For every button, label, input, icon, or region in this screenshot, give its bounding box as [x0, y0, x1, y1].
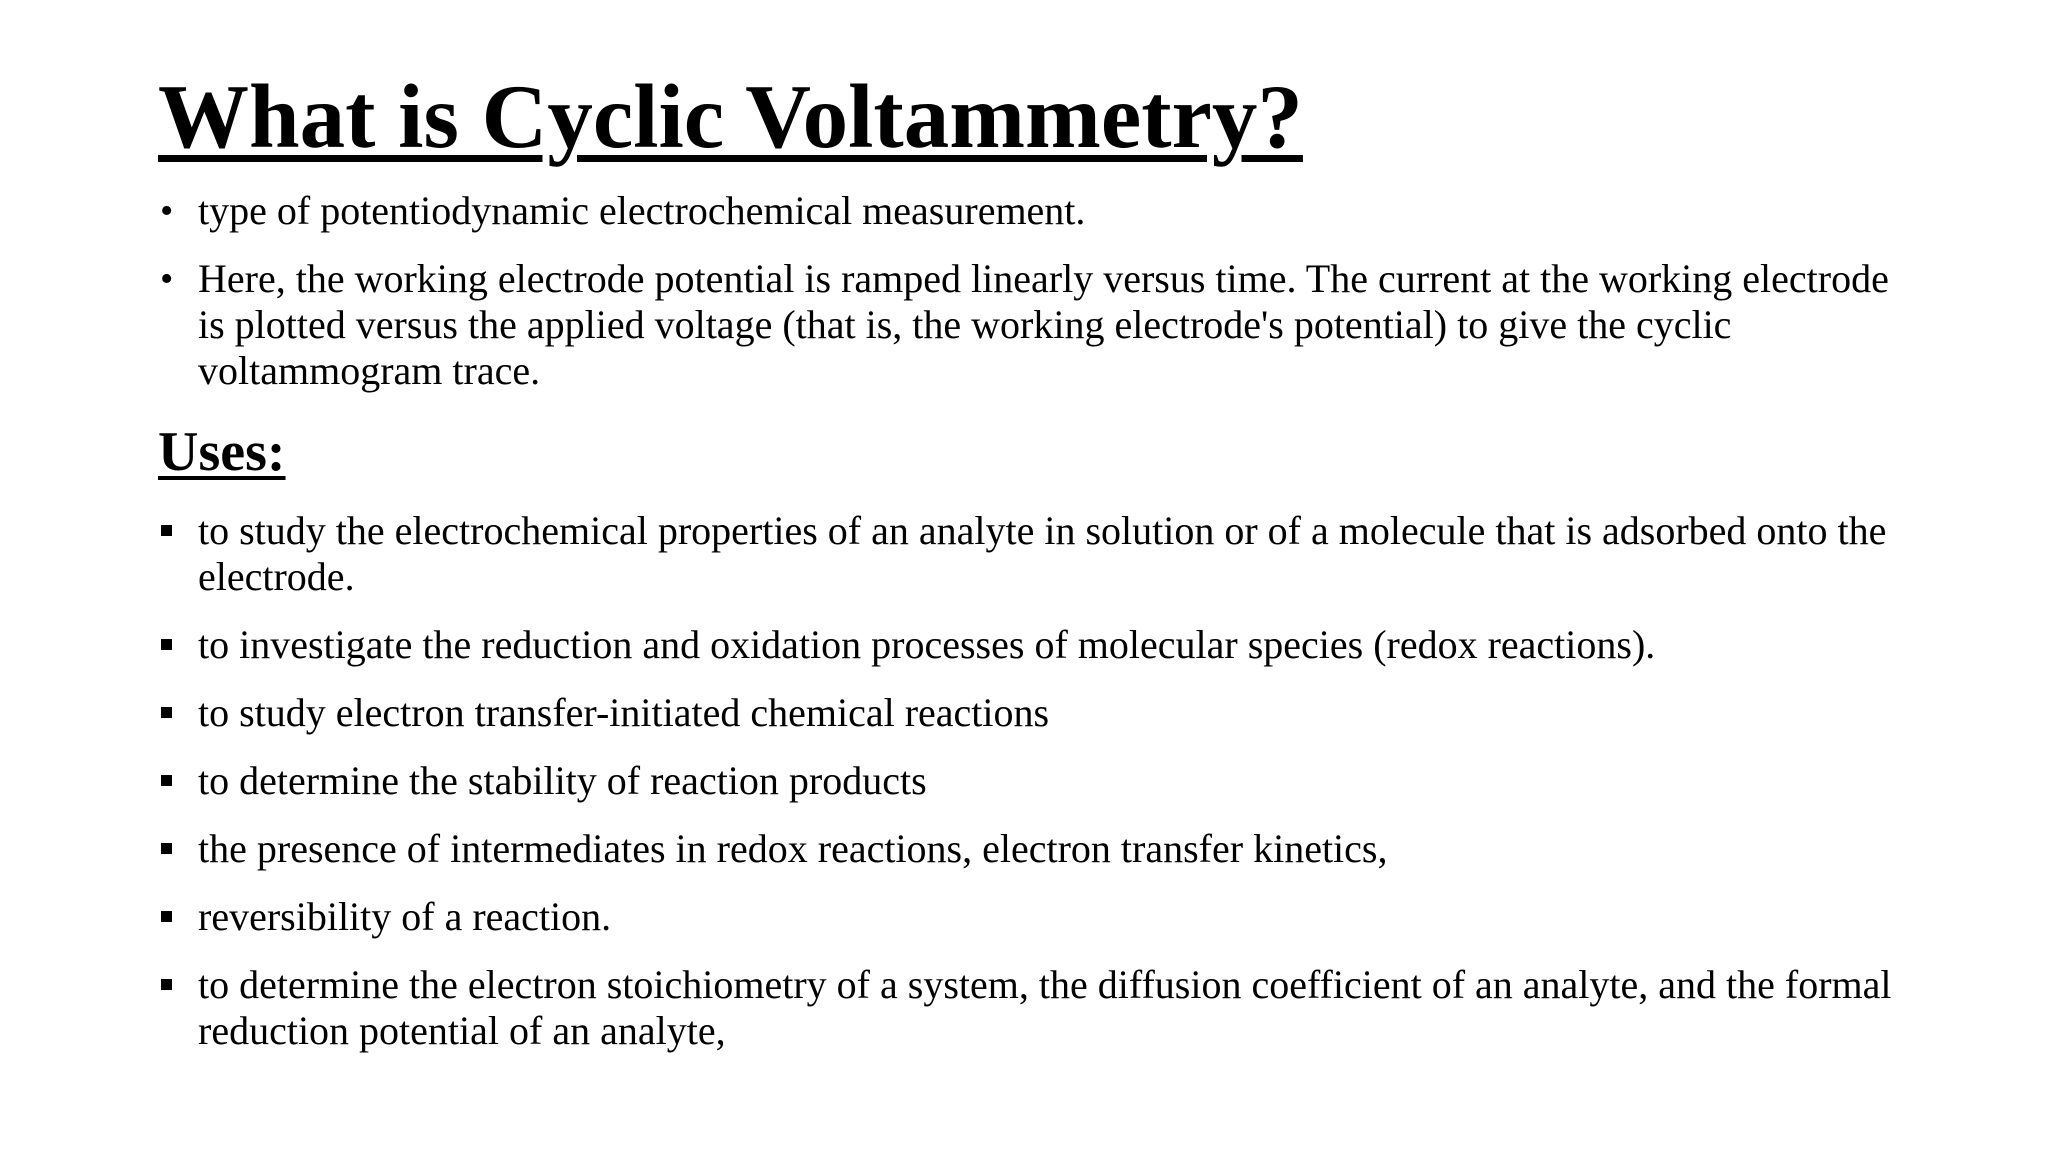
square-bullet-icon	[161, 707, 172, 718]
round-bullet-icon: •	[160, 258, 174, 301]
uses-bullet-item	[158, 962, 1918, 1054]
square-bullet-icon	[161, 979, 172, 990]
uses-bullet-item	[158, 894, 1918, 940]
square-bullet-icon	[161, 911, 172, 922]
square-bullet-icon	[161, 775, 172, 786]
uses-bullet-item	[158, 508, 1918, 600]
uses-bullet-text: the presence of intermediates in redox reactions, electron transfer kinetics,	[198, 826, 1388, 872]
slide-content	[158, 68, 1918, 1054]
uses-bullet-item	[158, 690, 1918, 736]
round-bullet-icon: •	[160, 190, 174, 233]
square-bullet-icon	[161, 525, 172, 536]
square-bullet-icon	[161, 639, 172, 650]
uses-bullet-text: to investigate the reduction and oxidation processes of molecular species (redox reactions).	[198, 622, 1656, 668]
uses-bullet-item	[158, 826, 1918, 872]
slide-title: What is Cyclic Voltammetry?	[158, 66, 1303, 167]
uses-bullet-text: to study the electrochemical properties of an analyte in solution or of a molecule that is adsorbed onto the electrode.	[198, 508, 1887, 600]
uses-bullet-text: to determine the electron stoichiometry of a system, the diffusion coefficient of an analyte, and the formal reduction potential of an analyte,	[198, 962, 1892, 1054]
uses-bullet-text: reversibility of a reaction.	[198, 894, 612, 940]
uses-bullet-text: to determine the stability of reaction products	[198, 758, 927, 804]
intro-bullet-list	[158, 188, 1918, 394]
square-bullet-icon	[161, 843, 172, 854]
uses-bullet-list	[158, 508, 1918, 1054]
intro-bullet-item	[158, 256, 1918, 394]
uses-bullet-item	[158, 758, 1918, 804]
uses-bullet-text: to study electron transfer-initiated chemical reactions	[198, 690, 1050, 736]
uses-bullet-item	[158, 622, 1918, 668]
intro-bullet-text: type of potentiodynamic electrochemical measurement.	[198, 188, 1086, 234]
intro-bullet-item	[158, 188, 1918, 234]
uses-heading: Uses:	[158, 421, 286, 484]
intro-bullet-text: Here, the working electrode potential is ramped linearly versus time. The current at the working electrode is plotted versus the applied voltage (that is, the working electrode's potential) to give the cyclic voltammogram trace.	[198, 256, 1889, 394]
